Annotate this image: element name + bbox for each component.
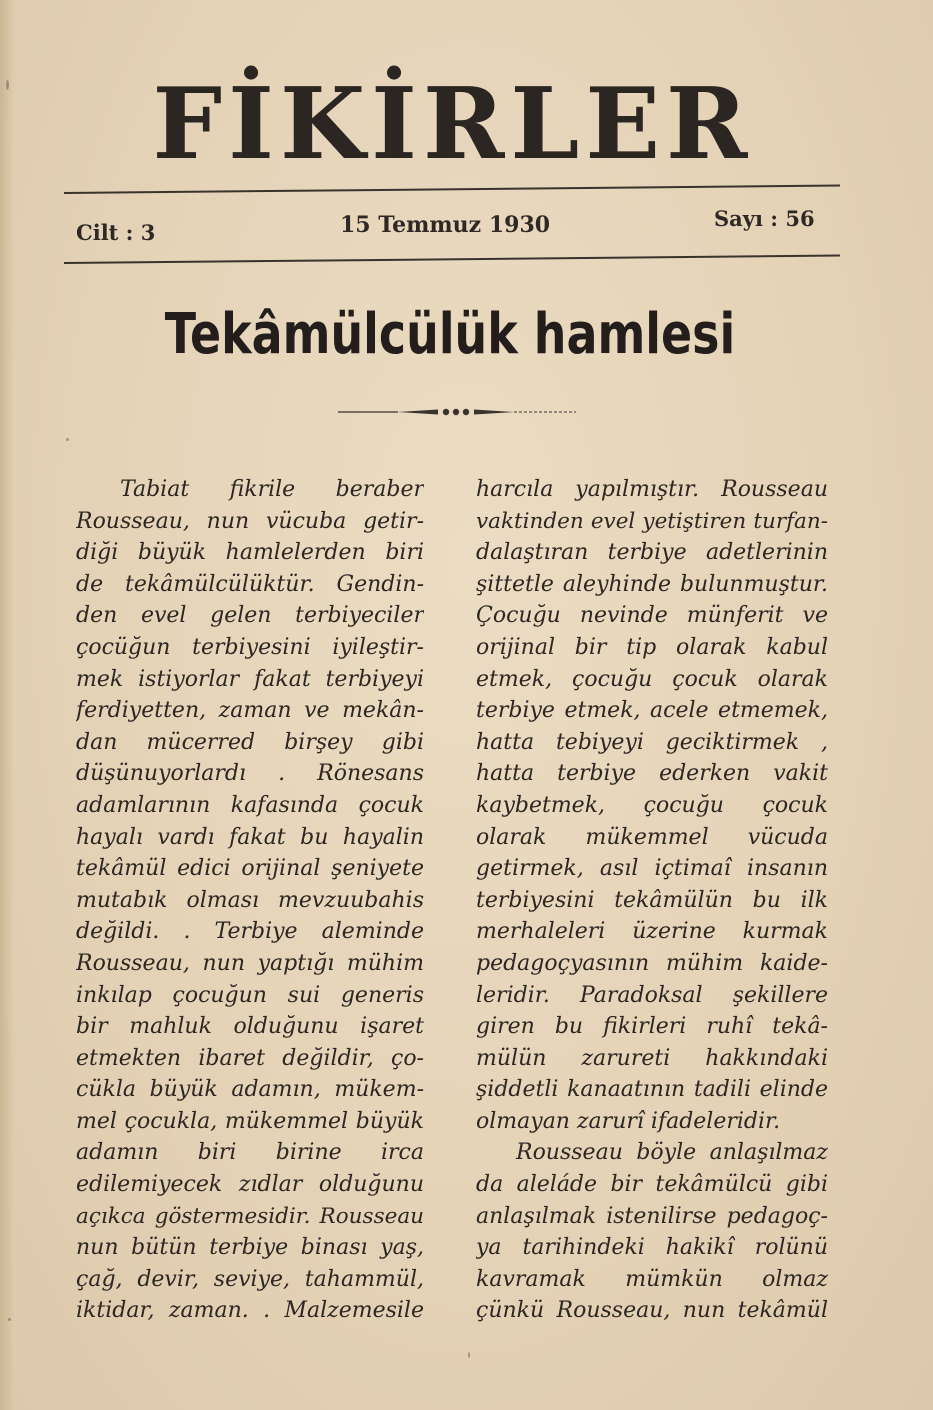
text-line: inkılap çocuğun sui generis — [76, 982, 424, 1008]
text-line: çünkü Rousseau, nun tekâmül — [476, 1298, 828, 1324]
text-line: giren bu fikirleri ruhî tekâ- — [476, 1014, 828, 1040]
text-line: mek istiyorlar fakat terbiyeyi — [76, 666, 424, 692]
text-line: anlaşılmak istenilirse pedagoç- — [476, 1203, 828, 1229]
text-line: den evel gelen terbiyeciler — [76, 603, 424, 629]
header-bottom-rule — [64, 255, 840, 264]
article-right-column — [476, 474, 828, 1327]
text-line: şiddetli kanaatının tadili elinde — [476, 1077, 828, 1103]
text-line: adamlarının kafasında çocuk — [76, 792, 424, 818]
text-line: olmayan zarurî ifadeleridir. — [476, 1108, 781, 1134]
text-line: Tabiat fikrile beraber — [120, 477, 424, 502]
text-line: diği büyük hamlelerden biri — [76, 540, 424, 566]
text-line: açıkca göstermesidir. Rousseau — [76, 1203, 424, 1229]
issue-date: 15 Temmuz 1930 — [340, 212, 551, 238]
text-line: hatta tebiyeyi geciktirmek , — [476, 729, 828, 755]
ornament-divider-icon — [338, 406, 576, 418]
text-line: pedagoçyasının mühim kaide- — [476, 950, 828, 976]
text-line: iktidar, zaman. . Malzemesile — [76, 1298, 424, 1324]
text-line: mutabık olması mevzuubahis — [76, 887, 424, 913]
text-line: orijinal bir tip olarak kabul — [476, 634, 828, 660]
text-line: dalaştıran terbiye adetlerinin — [476, 540, 828, 566]
text-line: olarak mükemmel vücuda — [476, 824, 828, 850]
text-line: kaybetmek, çocuğu çocuk — [476, 792, 828, 818]
text-line: nun bütün terbiye binası yaş, — [76, 1235, 424, 1261]
text-line: vaktinden evel yetiştiren turfan- — [476, 508, 828, 534]
text-line: merhaleleri üzerine kurmak — [476, 919, 828, 945]
text-line: harcıla yapılmıştır. Rousseau — [476, 477, 828, 502]
text-line: da aleláde bir tekâmülcü gibi — [476, 1172, 828, 1198]
volume-label: Cilt : 3 — [76, 220, 156, 245]
text-line: çocüğun terbiyesini iyileştir- — [76, 634, 424, 660]
text-line: ferdiyetten, zaman ve mekân- — [76, 698, 424, 724]
article-left-column — [76, 474, 424, 1327]
text-line: hatta terbiye ederken vakit — [476, 761, 828, 787]
issue-number: Sayı : 56 — [714, 206, 815, 231]
text-line: şittetle aleyhinde bulunmuştur. — [476, 571, 828, 597]
text-line: Rousseau böyle anlaşılmaz — [516, 1140, 828, 1166]
text-line: etmek, çocuğu çocuk olarak — [476, 666, 828, 692]
text-line: etmekten ibaret değildir, ço- — [76, 1045, 424, 1071]
text-line: düşünuyorlardı . Rönesans — [76, 761, 424, 787]
text-line: bir mahluk olduğunu işaret — [76, 1014, 424, 1040]
article-title: Tekâmülcülük hamlesi — [164, 302, 736, 367]
text-line: mel çocukla, mükemmel büyük — [76, 1108, 424, 1134]
text-line: kavramak mümkün olmaz — [476, 1266, 828, 1292]
text-line: adamın biri birine irca — [76, 1140, 424, 1166]
masthead-title: FİKİRLER — [152, 67, 754, 182]
text-line: değildi. . Terbiye aleminde — [76, 919, 424, 945]
text-line: de tekâmülcülüktür. Gendin- — [76, 571, 424, 597]
header-top-rule — [64, 185, 840, 194]
text-line: hayalı vardı fakat bu hayalin — [76, 824, 424, 850]
text-line: çağ, devir, seviye, tahammül, — [76, 1266, 424, 1292]
text-line: tekâmül edici orijinal şeniyete — [76, 856, 424, 882]
text-line: terbiyesini tekâmülün bu ilk — [476, 887, 828, 913]
text-line: edilemiyecek zıdlar olduğunu — [76, 1172, 424, 1198]
text-line: leridir. Paradoksal şekillere — [476, 982, 828, 1008]
page-binding-edge — [0, 0, 14, 1410]
text-line: mülün zarureti hakkındaki — [476, 1045, 828, 1071]
text-line: dan mücerred birşey gibi — [76, 729, 424, 755]
text-line: Rousseau, nun vücuba getir- — [76, 508, 424, 534]
text-line: cükla büyük adamın, mükem- — [76, 1077, 424, 1103]
text-line: Çocuğu nevinde münferit ve — [476, 603, 828, 629]
text-line: getirmek, asıl içtimaî insanın — [476, 856, 828, 882]
text-line: Rousseau, nun yaptığı mühim — [76, 950, 424, 976]
text-line: terbiye etmek, acele etmemek, — [476, 698, 828, 724]
text-line: ya tarihindeki hakikî rolünü — [476, 1235, 828, 1261]
